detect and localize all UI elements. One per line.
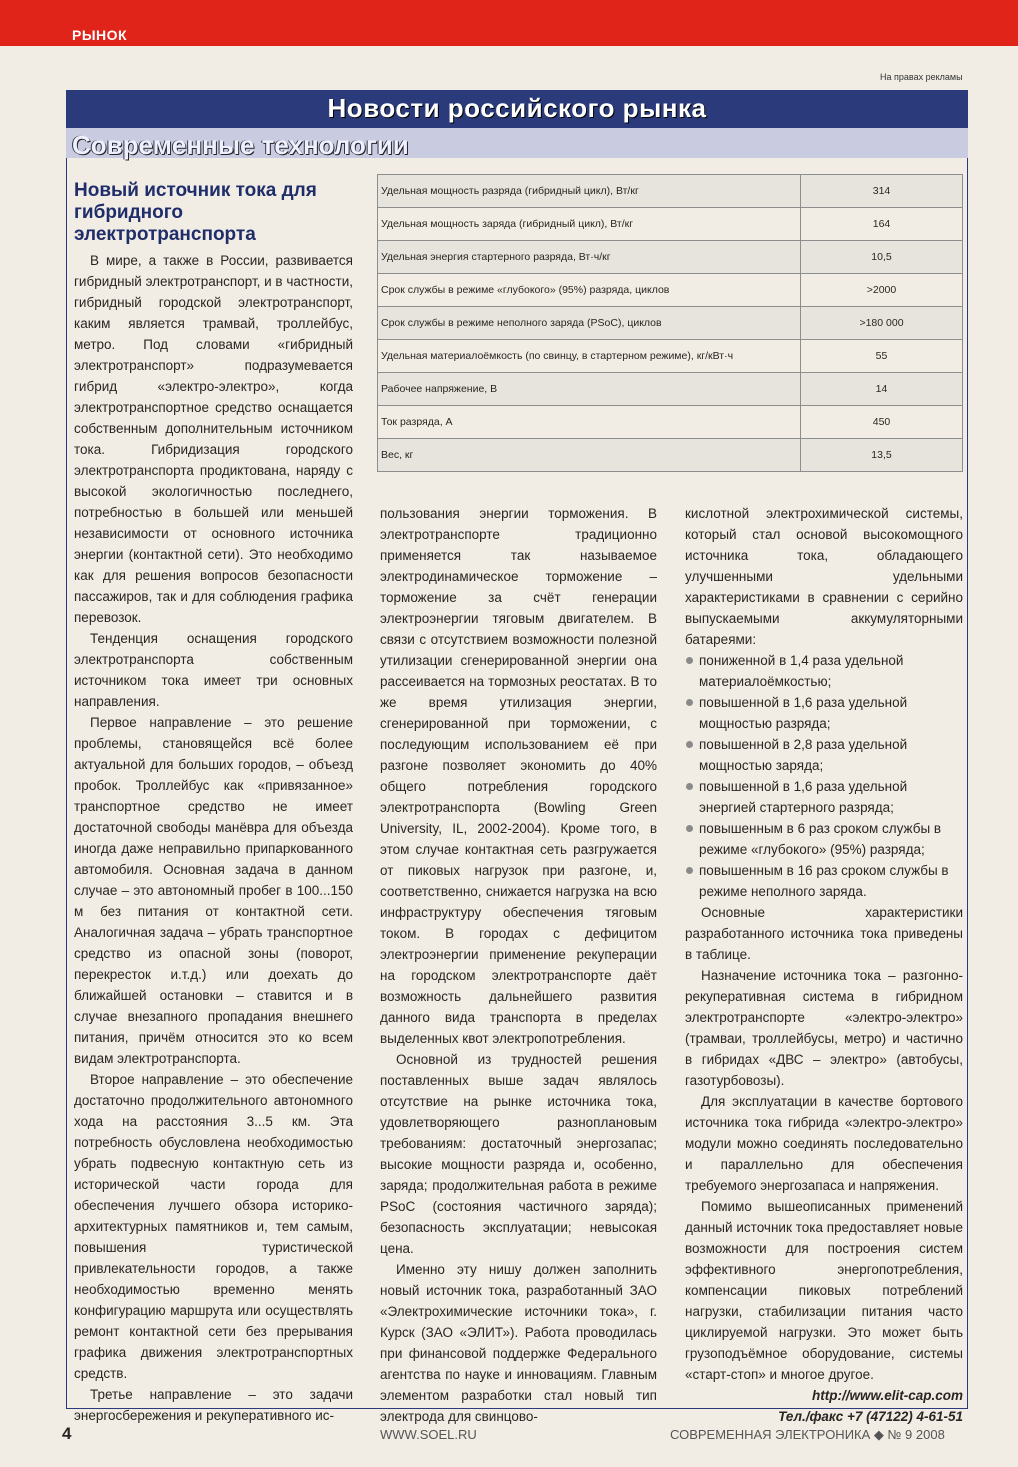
spec-value: 450 xyxy=(801,406,963,439)
paragraph: Тенденция оснащения городского электротранспорта собственным источником тока имеет три основных направления. xyxy=(74,631,353,709)
table-row xyxy=(378,439,963,472)
spec-value: 13,5 xyxy=(801,439,963,472)
advantages-list xyxy=(685,650,963,902)
table-row xyxy=(378,208,963,241)
paragraph: Именно эту нишу должен заполнить новый источник тока, разработанный ЗАО «Электрохимические источники тока», г. Курск (ЗАО «ЭЛИТ»). Работа проводилась при финансовой поддержке Федерального агентства по науке и инновациям. Главным элементом разработки стал новый тип электрода для свинцово- xyxy=(380,1262,657,1424)
list-item: повышенной в 1,6 раза удельной мощностью разряда; xyxy=(685,692,963,734)
spec-label: Удельная энергия стартерного разряда, Вт·ч/кг xyxy=(378,241,801,274)
spec-label: Вес, кг xyxy=(378,439,801,472)
article-column-1 xyxy=(74,180,353,1426)
table-row xyxy=(378,307,963,340)
section-bar xyxy=(0,0,1018,46)
table-row xyxy=(378,241,963,274)
banner-title: Новости российского рынка xyxy=(327,93,707,123)
spec-value: >180 000 xyxy=(801,307,963,340)
list-item: повышенной в 1,6 раза удельной энергией стартерного разряда; xyxy=(685,776,963,818)
spec-value: 10,5 xyxy=(801,241,963,274)
paragraph: Второе направление – это обеспечение достаточно продолжительного автономного хода на расстояния 3...5 км. Эта потребность обусловлена необходимостью убрать подвесную контактную сеть из исторической части города для обеспечения лучшего обзора историко-архитектурных памятников и, тем самым, повышения туристической привлекательности городов, а также необходимостью временно менять конфигурацию маршрута или осуществлять ремонт контактной сети без прерывания графика движения электротранспортных средств. xyxy=(74,1072,353,1381)
footer-magazine: СОВРЕМЕННАЯ ЭЛЕКТРОНИКА ◆ № 9 2008 xyxy=(670,1427,945,1442)
specs-table xyxy=(377,174,963,472)
page-number: 4 xyxy=(62,1424,72,1443)
table-row xyxy=(378,175,963,208)
list-item: пониженной в 1,4 раза удельной материалоёмкостью; xyxy=(685,650,963,692)
section-label: РЫНОК xyxy=(72,27,128,43)
spec-value: 314 xyxy=(801,175,963,208)
spec-label: Срок службы в режиме неполного заряда (PSoC), циклов xyxy=(378,307,801,340)
banner-subtitle: Современные технологии xyxy=(72,130,409,160)
article-column-3 xyxy=(685,503,963,1427)
paragraph: Первое направление – это решение проблемы, становящейся всё более актуальной для больших городов, – объезд пробок. Троллейбус как «привязанное» транспортное средство не имеет достаточной свободы манёвра для объезда иногда даже неправильно припаркованного автомобиля. Основная задача в данном случае – это автономный пробег в 100...150 м без питания от контактной сети. Аналогичная задача – убрать транспортное средство из опасной зоны (поворот, перекресток и.т.д.) или доехать до ближайшей остановки – ставится и в случае внезапного пропадания внешнего питания, причём относится это ко всем видам электротранспорта. xyxy=(74,715,353,1066)
contact-url[interactable]: http://www.elit-cap.com xyxy=(811,1388,963,1403)
paragraph: Назначение источника тока – разгонно-рекуперативная система в гибридном электротранспорте «электро-электро» (трамваи, троллейбусы, метро) и частично в гибридах «ДВС – электро» (автобусы, газотурбовозы). xyxy=(685,968,963,1088)
footer-site[interactable]: WWW.SOEL.RU xyxy=(380,1427,477,1442)
list-item: повышенным в 16 раз сроком службы в режиме неполного заряда. xyxy=(685,860,963,902)
paragraph: Основной из трудностей решения поставленных выше задач являлось отсутствие на рынке источника тока, удовлетворяющего разноплановым требованиям: достаточный энергозапас; высокие мощности разряда и, особенно, заряда; продолжительная работа в режиме PSoC (состояния частичного заряда); безопасность эксплуатации; невысокая цена. xyxy=(380,1052,657,1256)
spec-label: Ток разряда, А xyxy=(378,406,801,439)
article-title: Новый источник тока для гибридного электротранспорта xyxy=(74,180,317,245)
table-row xyxy=(378,406,963,439)
spec-label: Удельная материалоёмкость (по свинцу, в стартерном режиме), кг/кВт·ч xyxy=(378,340,801,373)
paragraph: Третье направление – это задачи энергосбережения и рекуперативного ис- xyxy=(74,1387,353,1423)
paragraph: В мире, а также в России, развивается гибридный электротранспорт, и в частности, гибридный городской электротранспорт, каким является трамвай, троллейбус, метро. Под словами «гибридный электротранспорт» подразумевается гибрид «электро-электро», когда электротранспортное средство оснащается собственным дополнительным источником тока. Гибридизация городского электротранспорта продиктована, наряду с высокой экологичностью последнего, потребностью в большей или меньшей независимости от основного источника энергии (контактной сети). Это необходимо как для решения вопросов безопасности пассажиров, так и для соблюдения графика перевозок. xyxy=(74,253,354,625)
paragraph: Для эксплуатации в качестве бортового источника тока гибрида «электро-электро» модули можно соединять последовательно и параллельно для обеспечения требуемого энергозапаса и напряжения. xyxy=(685,1094,963,1193)
paragraph: кислотной электрохимической системы, который стал основой высокомощного источника тока, обладающего улучшенными удельными характеристиками в сравнении с серийно выпускаемыми аккумуляторными батареями: xyxy=(685,506,963,647)
spec-value: 164 xyxy=(801,208,963,241)
sub-banner xyxy=(66,128,968,158)
spec-value: 14 xyxy=(801,373,963,406)
list-item: повышенной в 2,8 раза удельной мощностью заряда; xyxy=(685,734,963,776)
spec-label: Удельная мощность разряда (гибридный цикл), Вт/кг xyxy=(378,175,801,208)
news-banner xyxy=(66,90,968,128)
list-item: повышенным в 6 раз сроком службы в режиме «глубокого» (95%) разряда; xyxy=(685,818,963,860)
spec-label: Удельная мощность заряда (гибридный цикл), Вт/кг xyxy=(378,208,801,241)
table-row xyxy=(378,340,963,373)
spec-value: 55 xyxy=(801,340,963,373)
paragraph: Основные характеристики разработанного источника тока приведены в таблице. xyxy=(685,905,963,962)
table-row xyxy=(378,373,963,406)
article-column-2 xyxy=(380,503,657,1427)
spec-value: >2000 xyxy=(801,274,963,307)
paragraph: пользования энергии торможения. В электротранспорте традиционно применяется так называемое электродинамическое торможение – торможение за счёт генерации электроэнергии тяговым двигателем. В связи с отсутствием возможности полезной утилизации сгенерированной энергии она рассеивается на тормозных реостатах. В то же время утилизация энергии, сгенерированной при торможении, с последующим использованием её при разгоне позволяет экономить до 40% общего потребления городского электротранспорта (Bowling Green University, IL, 2002-2004). Кроме того, в этом случае контактная сеть разгружается от пиковых нагрузок при разгоне, и, соответственно, снижается нагрузка на всю инфраструктуру обеспечения тяговым током. В городах с дефицитом электроэнергии применение рекуперации на городском электротранспорте даёт возможность дальнейшего развития данного вида транспорта в пределах выделенных квот электропотребления. xyxy=(380,506,657,1046)
contact-phone: Тел./факс +7 (47122) 4-61-51 xyxy=(778,1409,963,1424)
spec-label: Срок службы в режиме «глубокого» (95%) разряда, циклов xyxy=(378,274,801,307)
table-row xyxy=(378,274,963,307)
spec-label: Рабочее напряжение, В xyxy=(378,373,801,406)
paragraph: Помимо вышеописанных применений данный источник тока предоставляет новые возможности для построения систем эффективного энергопотребления, компенсации пиковых потреблений нагрузки, стабилизации питания часто циклируемой нагрузки. Это может быть грузоподъёмное оборудование, системы «старт-стоп» и многое другое. xyxy=(685,1199,963,1382)
ad-note: На правах рекламы xyxy=(880,72,963,82)
